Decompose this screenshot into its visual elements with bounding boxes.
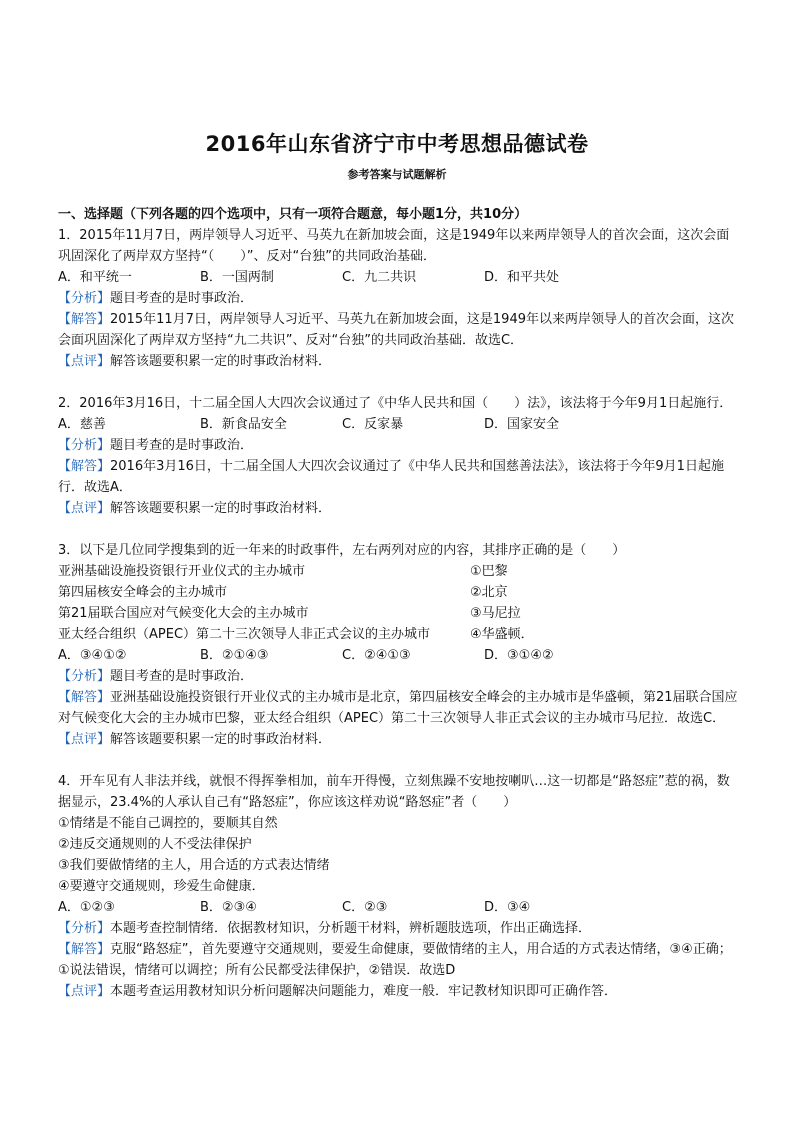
analysis-text: 题目考查的是时事政治． <box>110 669 254 684</box>
match-left: 亚洲基础设施投资银行开业仪式的主办城市 <box>58 564 306 579</box>
answer-line <box>58 687 742 729</box>
match-right: ①巴黎 <box>470 564 508 579</box>
option-c: C．反家暴 <box>342 417 404 432</box>
match-row <box>58 582 742 603</box>
comment-text: 解答该题要积累一定的时事政治材料． <box>110 354 332 369</box>
match-right: ③马尼拉 <box>470 606 521 621</box>
document-body <box>58 204 742 1002</box>
comment-line <box>58 498 742 519</box>
answer-tag: 【解答】 <box>58 690 111 705</box>
option-b: B．新食品安全 <box>200 417 287 432</box>
answer-tag: 【解答】 <box>58 942 111 957</box>
analysis-tag: 【分析】 <box>58 921 111 936</box>
match-left: 亚太经合组织（APEC）第二十三次领导人非正式会议的主办城市 <box>58 627 431 642</box>
question-1 <box>58 225 742 372</box>
options-row <box>58 645 742 666</box>
option-c: C．②④①③ <box>342 648 411 663</box>
answer-text: 2016年3月16日，十二届全国人大四次会议通过了《中华人民共和国慈善法法》，该法将于今年9月1日起施行．故选A． <box>58 459 724 495</box>
page-subtitle: 参考答案与试题解析 <box>347 168 447 181</box>
answer-tag: 【解答】 <box>58 459 111 474</box>
page-title: 2016年山东省济宁市中考思想品德试卷 <box>205 132 589 156</box>
match-right: ④华盛顿． <box>470 627 534 642</box>
option-d: D．国家安全 <box>484 417 560 432</box>
statement-2: ②违反交通规则的人不受法律保护 <box>58 837 252 852</box>
answer-text: 亚洲基础设施投资银行开业仪式的主办城市是北京，第四届核安全峰会的主办城市是华盛顿，第21届联合国应对气候变化大会的主办城市巴黎，亚太经合组织（APEC）第二十三次领导人非正式会议的主办城市马尼拉．故选C． <box>58 690 738 726</box>
option-c: C．②③ <box>342 900 388 915</box>
option-d: D．③④ <box>484 900 531 915</box>
statement-4: ④要遵守交通规则，珍爱生命健康． <box>58 879 265 894</box>
comment-line <box>58 729 742 750</box>
match-left: 第21届联合国应对气候变化大会的主办城市 <box>58 606 309 621</box>
answer-tag: 【解答】 <box>58 312 111 327</box>
analysis-tag: 【分析】 <box>58 669 111 684</box>
question-stem: 2．2016年3月16日，十二届全国人大四次会议通过了《中华人民共和国（ ）法》，该法将于今年9月1日起施行． <box>58 396 733 411</box>
comment-text: 解答该题要积累一定的时事政治材料． <box>110 732 332 747</box>
comment-line <box>58 981 742 1002</box>
option-b: B．②①④③ <box>200 648 269 663</box>
option-a: A．慈善 <box>58 417 106 432</box>
comment-text: 解答该题要积累一定的时事政治材料． <box>110 501 332 516</box>
question-stem: 4．开车见有人非法并线，就恨不得挥拳相加，前车开得慢，立刻焦躁不安地按喇叭…这一切都是“路怒症”惹的祸，数据显示，23.4%的人承认自己有“路怒症”，你应该这样劝说“路怒症”者（ ） <box>58 774 730 810</box>
analysis-line <box>58 288 742 309</box>
analysis-tag: 【分析】 <box>58 291 111 306</box>
option-b: B．②③④ <box>200 900 257 915</box>
analysis-text: 本题考查控制情绪．依据教材知识，分析题干材料，辨析题肢选项，作出正确选择． <box>110 921 592 936</box>
option-a: A．①②③ <box>58 900 115 915</box>
match-row <box>58 624 742 645</box>
analysis-text: 题目考查的是时事政治． <box>110 438 254 453</box>
statement-3: ③我们要做情绪的主人，用合适的方式表达情绪 <box>58 858 330 873</box>
analysis-text: 题目考查的是时事政治． <box>110 291 254 306</box>
analysis-line <box>58 918 742 939</box>
options-row <box>58 267 742 288</box>
comment-text: 本题考查运用教材知识分析问题解决问题能力，难度一般．牢记教材知识即可正确作答． <box>110 984 618 999</box>
match-right: ②北京 <box>470 585 508 600</box>
match-row <box>58 603 742 624</box>
question-4 <box>58 771 742 1002</box>
answer-line <box>58 309 742 351</box>
comment-tag: 【点评】 <box>58 732 111 747</box>
match-row <box>58 561 742 582</box>
match-left: 第四届核安全峰会的主办城市 <box>58 585 228 600</box>
comment-tag: 【点评】 <box>58 354 111 369</box>
section-header: 一、选择题（下列各题的四个选项中，只有一项符合题意，每小题1分，共10分） <box>58 207 528 222</box>
comment-tag: 【点评】 <box>58 501 111 516</box>
comment-tag: 【点评】 <box>58 984 111 999</box>
option-a: A．③④①② <box>58 648 127 663</box>
option-a: A．和平统一 <box>58 270 132 285</box>
option-b: B．一国两制 <box>200 270 274 285</box>
options-row <box>58 414 742 435</box>
analysis-tag: 【分析】 <box>58 438 111 453</box>
analysis-line <box>58 435 742 456</box>
option-d: D．和平共处 <box>484 270 560 285</box>
question-stem: 1．2015年11月7日，两岸领导人习近平、马英九在新加坡会面，这是1949年以来两岸领导人的首次会面，这次会面巩固深化了两岸双方坚持“（ ）”、反对“台独”的共同政治基础． <box>58 228 730 264</box>
answer-text: 2015年11月7日，两岸领导人习近平、马英九在新加坡会面，这是1949年以来两岸领导人的首次会面，这次会面巩固深化了两岸双方坚持“九二共识”、反对“台独”的共同政治基础．故选C． <box>58 312 734 348</box>
answer-line <box>58 939 742 981</box>
comment-line <box>58 351 742 372</box>
analysis-line <box>58 666 742 687</box>
question-3 <box>58 540 742 750</box>
option-c: C．九二共识 <box>342 270 417 285</box>
option-d: D．③①④② <box>484 648 554 663</box>
answer-line <box>58 456 742 498</box>
options-row <box>58 897 742 918</box>
question-stem: 3．以下是几位同学搜集到的近一年来的时政事件，左右两列对应的内容，其排序正确的是（ ） <box>58 543 626 558</box>
answer-text: 克服“路怒症”，首先要遵守交通规则，要爱生命健康，要做情绪的主人，用合适的方式表达情绪，③④正确；①说法错误，情绪可以调控；所有公民都受法律保护，②错误．故选D <box>58 942 732 978</box>
question-2 <box>58 393 742 519</box>
statement-1: ①情绪是不能自己调控的，要顺其自然 <box>58 816 278 831</box>
